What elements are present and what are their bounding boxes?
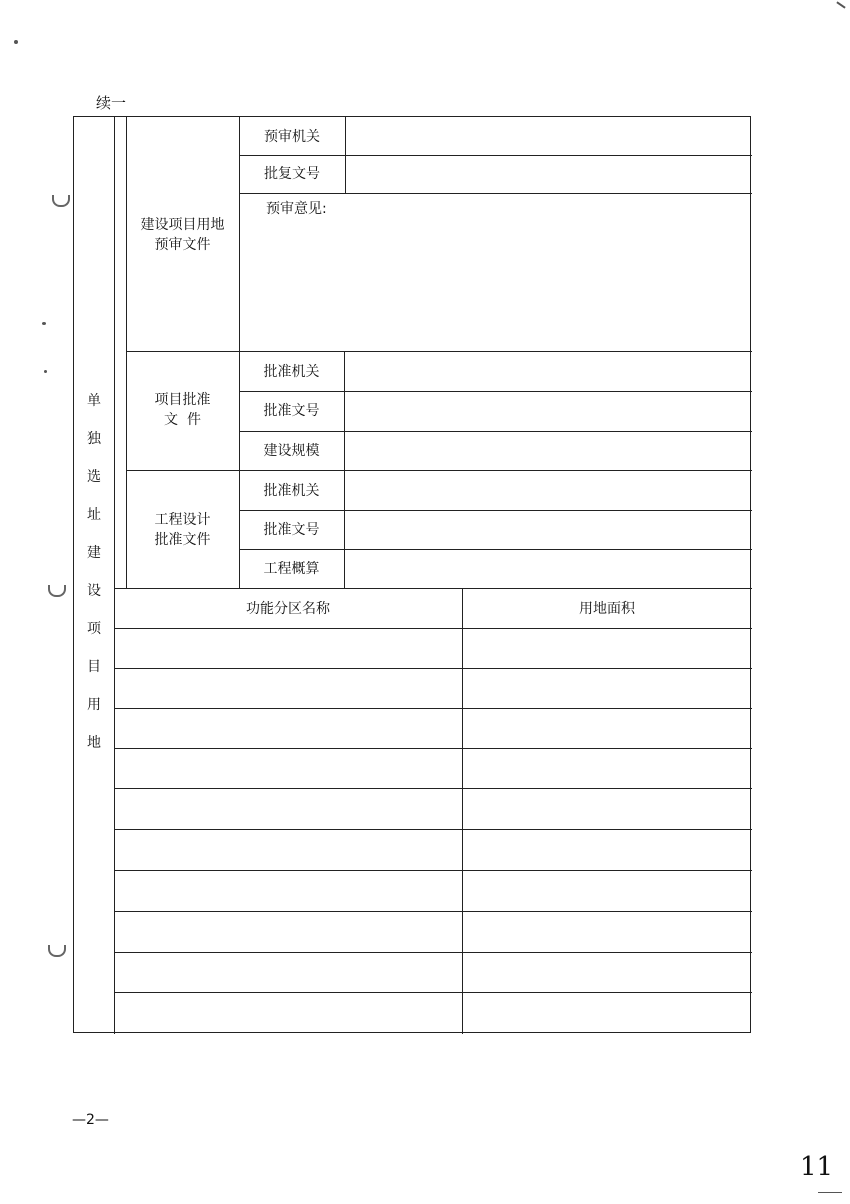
zone-name-cell[interactable] — [115, 668, 462, 708]
side-title — [74, 382, 114, 762]
land-use-form — [73, 116, 751, 1033]
design-approval-no-field[interactable] — [345, 510, 752, 549]
land-area-cell[interactable] — [463, 992, 752, 1032]
project-approval-group-line2: 文 件 — [164, 412, 201, 428]
side-title-char: 用 — [87, 697, 101, 713]
project-approval-group-line1: 项目批准 — [154, 392, 211, 408]
land-area-header: 用地面积 — [579, 601, 635, 617]
side-title-char: 址 — [87, 507, 101, 523]
design-approval-authority-label: 批准机关 — [263, 483, 320, 499]
project-approval-no-field[interactable] — [345, 391, 752, 431]
zone-name-cell[interactable] — [115, 952, 462, 992]
engineering-budget-label: 工程概算 — [263, 561, 320, 577]
continuation-label: 续一 — [96, 94, 127, 112]
side-title-char: 设 — [87, 583, 101, 599]
pre-review-group-label — [126, 215, 239, 255]
project-approval-group-label — [126, 390, 239, 430]
punch-hole-mark — [52, 195, 70, 207]
pre-review-opinion-field[interactable] — [240, 193, 752, 351]
zone-name-cell[interactable] — [115, 748, 462, 788]
land-area-cell[interactable] — [463, 788, 752, 829]
scan-speck — [836, 1, 845, 8]
handwritten-page-number: 11 — [800, 1152, 834, 1182]
engineering-design-group-line1: 工程设计 — [154, 512, 211, 528]
engineering-design-group-label — [126, 510, 239, 550]
zone-name-cell[interactable] — [115, 829, 462, 870]
engineering-design-group-line2: 批准文件 — [154, 532, 211, 548]
pre-review-approval-no-label: 批复文号 — [264, 166, 320, 182]
zone-name-cell[interactable] — [115, 911, 462, 952]
pre-review-authority-field[interactable] — [346, 117, 752, 155]
side-title-char: 建 — [87, 545, 101, 561]
zone-name-cell[interactable] — [115, 788, 462, 829]
land-area-cell[interactable] — [463, 708, 752, 748]
side-title-char: 项 — [87, 621, 101, 637]
scan-speck — [818, 1192, 842, 1193]
side-title-char: 选 — [87, 469, 101, 485]
land-area-cell[interactable] — [463, 870, 752, 911]
punch-hole-mark — [48, 945, 66, 957]
land-area-cell[interactable] — [463, 668, 752, 708]
project-approval-no-label: 批准文号 — [263, 403, 320, 419]
scan-speck — [14, 40, 18, 44]
zone-name-cell[interactable] — [115, 708, 462, 748]
design-approval-no-label: 批准文号 — [263, 522, 320, 538]
project-approval-authority-field[interactable] — [345, 351, 752, 391]
design-approval-authority-field[interactable] — [345, 470, 752, 510]
side-title-char: 独 — [87, 431, 101, 447]
pre-review-opinion-label: 预审意见: — [266, 201, 327, 217]
zone-name-header: 功能分区名称 — [246, 601, 330, 617]
land-area-cell[interactable] — [463, 748, 752, 788]
side-title-char: 目 — [87, 659, 101, 675]
side-title-char: 单 — [87, 393, 101, 409]
scan-speck — [44, 370, 47, 373]
pre-review-group-line2: 预审文件 — [154, 237, 211, 253]
land-area-cell[interactable] — [463, 911, 752, 952]
zone-name-cell[interactable] — [115, 628, 462, 668]
land-area-cell[interactable] — [463, 952, 752, 992]
punch-hole-mark — [48, 585, 66, 597]
project-scale-label: 建设规模 — [263, 443, 320, 459]
side-title-char: 地 — [87, 735, 101, 751]
engineering-budget-field[interactable] — [345, 549, 752, 588]
land-area-cell[interactable] — [463, 628, 752, 668]
pre-review-group-line1: 建设项目用地 — [140, 217, 225, 233]
project-approval-authority-label: 批准机关 — [263, 364, 320, 380]
page-number: —2— — [72, 1112, 109, 1128]
scan-speck — [42, 322, 46, 325]
zone-name-cell[interactable] — [115, 992, 462, 1032]
project-scale-field[interactable] — [345, 431, 752, 470]
pre-review-authority-label: 预审机关 — [264, 129, 320, 145]
pre-review-approval-no-field[interactable] — [346, 155, 752, 193]
zone-name-cell[interactable] — [115, 870, 462, 911]
land-area-cell[interactable] — [463, 829, 752, 870]
